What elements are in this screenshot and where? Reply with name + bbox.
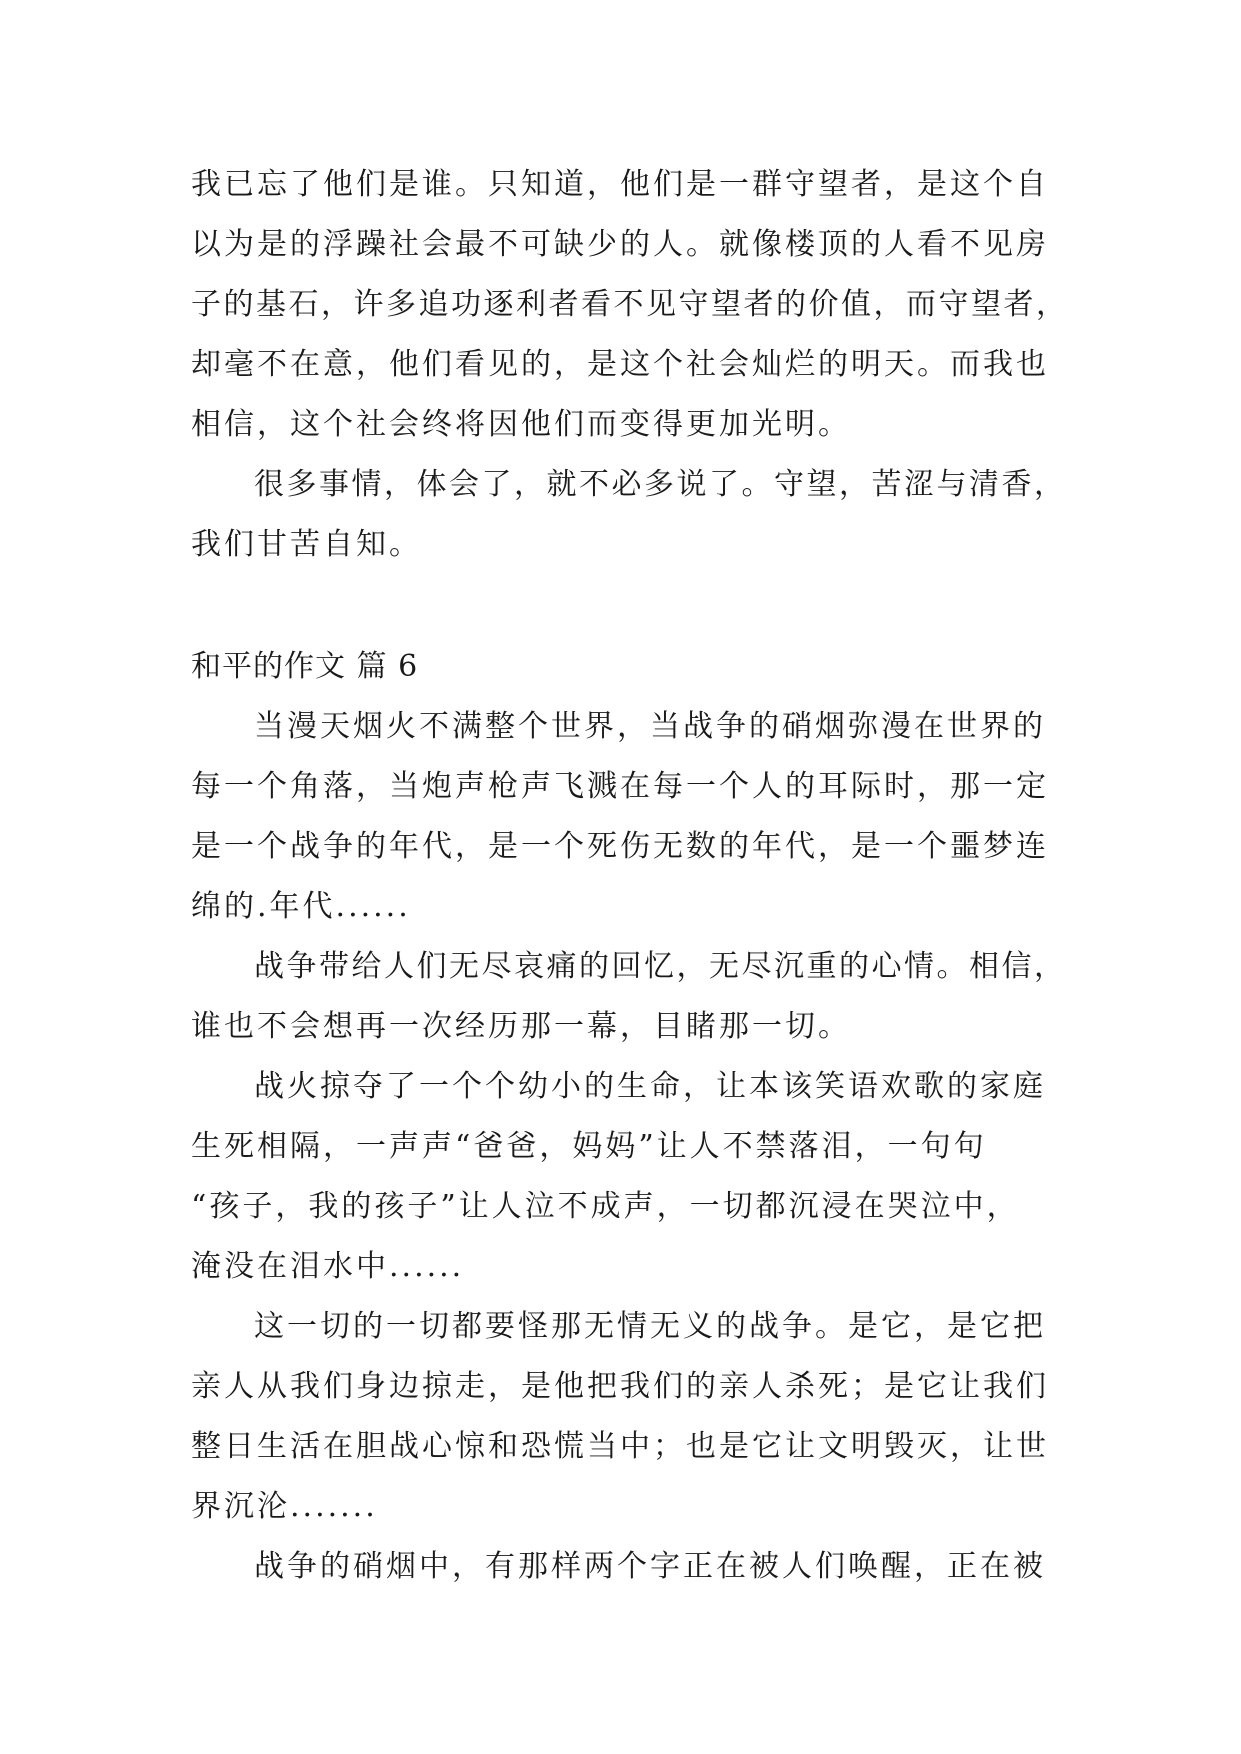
- text-line: 绵的.年代......: [191, 889, 411, 924]
- text-line: 子的基石，许多追功逐利者看不见守望者的价值，而守望者，: [191, 287, 1069, 322]
- text-line: 整日生活在胆战心惊和恐慌当中；也是它让文明毁灭，让世: [191, 1429, 1049, 1464]
- text-line: 却毫不在意，他们看见的，是这个社会灿烂的明天。而我也: [191, 347, 1049, 382]
- text-line: 战争的硝烟中，有那样两个字正在被人们唤醒，正在被: [254, 1549, 1046, 1584]
- text-line: “孩子，我的孩子”让人泣不成声，一切都沉浸在哭泣中，: [191, 1189, 1020, 1224]
- text-line: 战争带给人们无尽哀痛的回忆，无尽沉重的心情。相信，: [254, 949, 1067, 984]
- text-line: 这一切的一切都要怪那无情无义的战争。是它，是它把: [254, 1309, 1046, 1344]
- text-line: 相信，这个社会终将因他们而变得更加光明。: [191, 407, 851, 442]
- text-line: 以为是的浮躁社会最不可缺少的人。就像楼顶的人看不见房: [191, 227, 1049, 262]
- text-line: 亲人从我们身边掠走，是他把我们的亲人杀死；是它让我们: [191, 1369, 1049, 1404]
- text-line: 我已忘了他们是谁。只知道，他们是一群守望者，是这个自: [191, 167, 1049, 202]
- text-line: 战火掠夺了一个个幼小的生命，让本该笑语欢歌的家庭: [254, 1069, 1046, 1104]
- text-line: 很多事情，体会了，就不必多说了。守望，苦涩与清香，: [254, 467, 1067, 502]
- text-line: 淹没在泪水中......: [191, 1249, 465, 1284]
- text-line: 当漫天烟火不满整个世界，当战争的硝烟弥漫在世界的: [254, 709, 1046, 744]
- text-line: 谁也不会想再一次经历那一幕，目睹那一切。: [191, 1009, 851, 1044]
- text-line: 是一个战争的年代，是一个死伤无数的年代，是一个噩梦连: [191, 829, 1049, 864]
- text-line: 每一个角落，当炮声枪声飞溅在每一个人的耳际时，那一定: [191, 769, 1049, 804]
- text-line: 界沉沦.......: [191, 1489, 378, 1524]
- section-heading: 和平的作文 篇 6: [191, 649, 419, 684]
- text-line: 我们甘苦自知。: [191, 527, 422, 562]
- text-line: 生死相隔，一声声“爸爸，妈妈”让人不禁落泪，一句句: [191, 1129, 987, 1164]
